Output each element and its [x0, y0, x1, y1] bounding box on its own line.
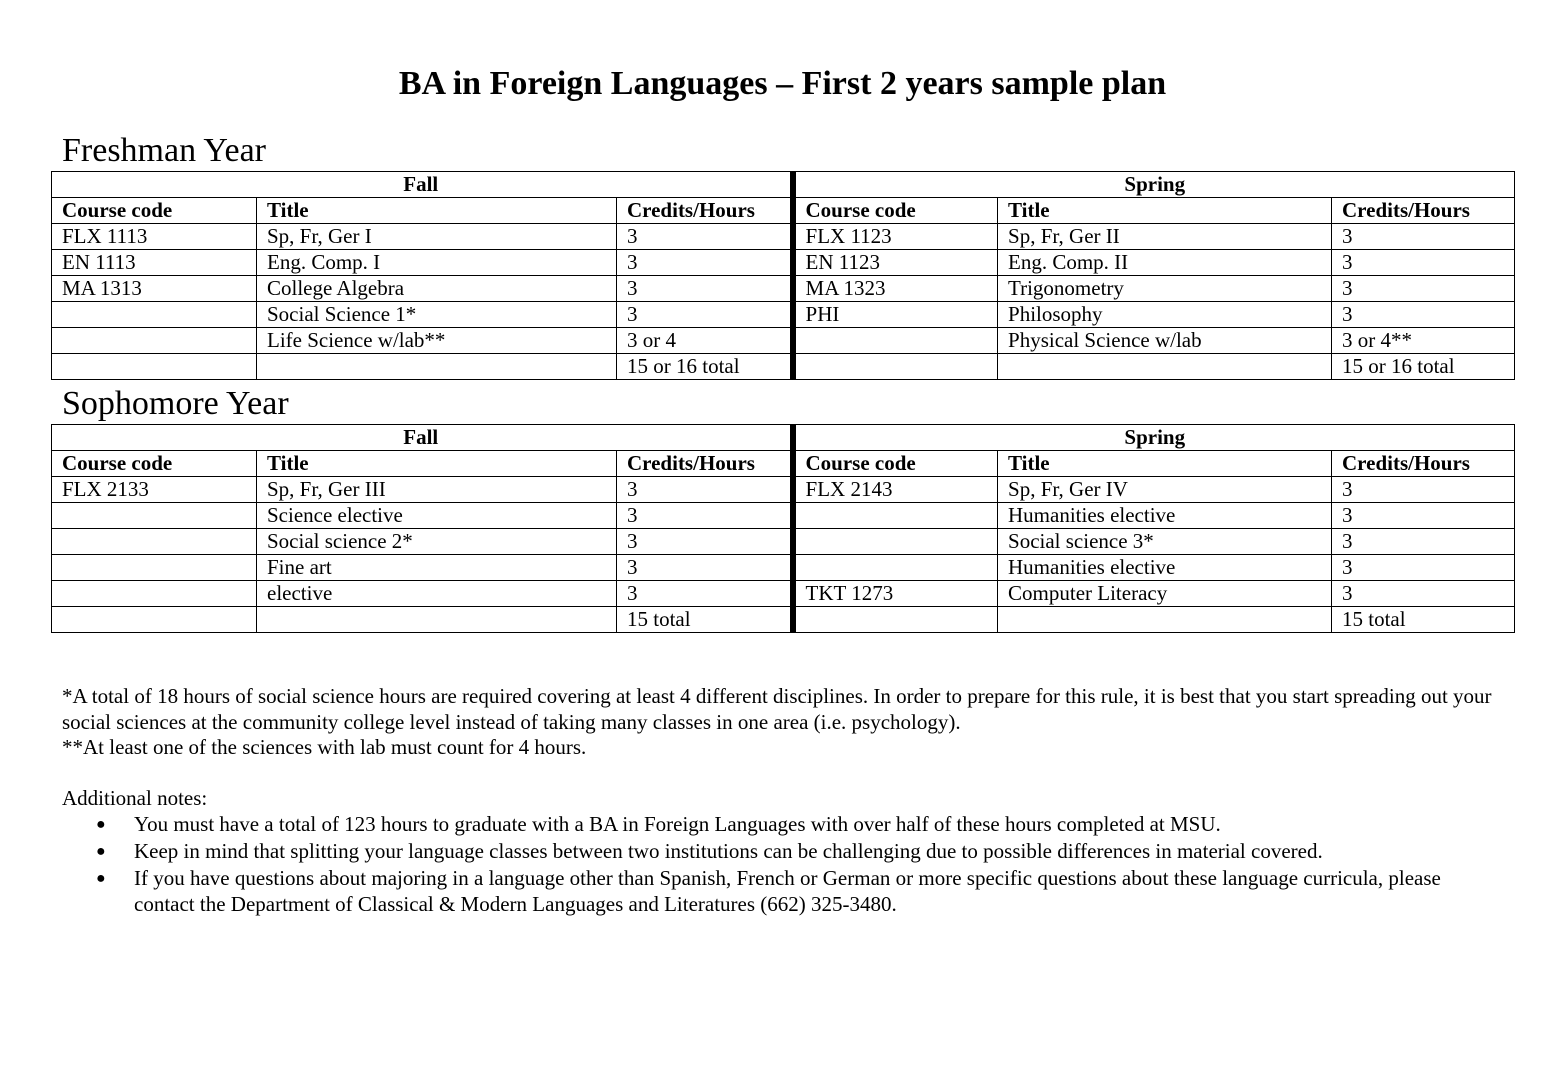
spring-course-code: TKT 1273 [793, 581, 998, 607]
fall-course-title: Sp, Fr, Ger I [257, 224, 617, 250]
spring-course-code [793, 328, 998, 354]
table-row [52, 581, 1515, 607]
spring-course-title [998, 354, 1332, 380]
fall-course-code [52, 503, 257, 529]
fall-course-credits: 3 [617, 503, 793, 529]
spring-course-code: FLX 2143 [793, 477, 998, 503]
fall-course-code: MA 1313 [52, 276, 257, 302]
spring-course-credits: 3 [1332, 477, 1515, 503]
spring-course-code: EN 1123 [793, 250, 998, 276]
fall-course-title: Life Science w/lab** [257, 328, 617, 354]
sophomore-year-heading: Sophomore Year [62, 385, 289, 422]
spring-course-credits: 3 or 4** [1332, 328, 1515, 354]
spring-course-title: Humanities elective [998, 555, 1332, 581]
fall-course-title: elective [257, 581, 617, 607]
fall-semester-header: Fall [52, 172, 793, 198]
fall-course-code [52, 607, 257, 633]
fall-course-credits: 3 [617, 250, 793, 276]
spring-total-credits: 15 total [1332, 607, 1515, 633]
spring-course-title: Physical Science w/lab [998, 328, 1332, 354]
note-text: If you have questions about majoring in a language other than Spanish, French or German or more specific questions about these language curricula, please contact the Department of Classical & Modern Languages and Literatures (662) 325-3480. [134, 866, 1441, 916]
footnote-social-science: *A total of 18 hours of social science hours are required covering at least 4 different disciplines. In order to prepare for this rule, it is best that you start spreading out your social sciences at the community college level instead of taking many classes in one area (i.e. psychology). [62, 684, 1492, 734]
fall-course-credits: 3 [617, 276, 793, 302]
fall-course-credits: 3 or 4 [617, 328, 793, 354]
page-title: BA in Foreign Languages – First 2 years sample plan [398, 65, 1167, 102]
fall-course-code [52, 529, 257, 555]
title-header: Title [257, 451, 617, 477]
table-row [52, 503, 1515, 529]
total-row [52, 607, 1515, 633]
spring-course-credits: 3 [1332, 302, 1515, 328]
spring-total-credits: 15 or 16 total [1332, 354, 1515, 380]
spring-course-credits: 3 [1332, 276, 1515, 302]
fall-semester-header: Fall [52, 425, 793, 451]
column-header-row [52, 198, 1515, 224]
fall-course-code [52, 302, 257, 328]
fall-course-title: Fine art [257, 555, 617, 581]
fall-course-code [52, 581, 257, 607]
fall-course-title: College Algebra [257, 276, 617, 302]
spring-course-title: Humanities elective [998, 503, 1332, 529]
table-row [52, 477, 1515, 503]
fall-total-credits: 15 or 16 total [617, 354, 793, 380]
fall-course-code: FLX 1113 [52, 224, 257, 250]
credits-header: Credits/Hours [617, 198, 793, 224]
bullet-icon: ● [96, 870, 106, 887]
sophomore-plan-table [51, 424, 1515, 633]
fall-course-code: FLX 2133 [52, 477, 257, 503]
semester-header-row [52, 425, 1515, 451]
list-item [62, 839, 1462, 865]
spring-course-title: Eng. Comp. II [998, 250, 1332, 276]
spring-course-code [793, 503, 998, 529]
spring-course-credits: 3 [1332, 529, 1515, 555]
spring-course-title [998, 607, 1332, 633]
spring-semester-header: Spring [793, 172, 1515, 198]
spring-course-code: FLX 1123 [793, 224, 998, 250]
freshman-year-heading: Freshman Year [62, 132, 266, 169]
course-code-header: Course code [52, 451, 257, 477]
table-row [52, 555, 1515, 581]
spring-course-credits: 3 [1332, 250, 1515, 276]
semester-header-row [52, 172, 1515, 198]
fall-course-credits: 3 [617, 224, 793, 250]
spring-course-code [793, 607, 998, 633]
title-header: Title [257, 198, 617, 224]
spring-course-title: Sp, Fr, Ger II [998, 224, 1332, 250]
course-code-header: Course code [793, 451, 998, 477]
spring-course-code: MA 1323 [793, 276, 998, 302]
spring-course-code [793, 354, 998, 380]
spring-course-credits: 3 [1332, 224, 1515, 250]
list-item [62, 866, 1462, 917]
spring-course-title: Computer Literacy [998, 581, 1332, 607]
spring-course-title: Sp, Fr, Ger IV [998, 477, 1332, 503]
spring-course-title: Trigonometry [998, 276, 1332, 302]
column-header-row [52, 451, 1515, 477]
spring-course-credits: 3 [1332, 503, 1515, 529]
credits-header: Credits/Hours [1332, 198, 1515, 224]
fall-course-code [52, 555, 257, 581]
list-item [62, 812, 1462, 838]
spring-course-title: Philosophy [998, 302, 1332, 328]
spring-course-credits: 3 [1332, 581, 1515, 607]
spring-course-code [793, 555, 998, 581]
table-row [52, 328, 1515, 354]
note-text: Keep in mind that splitting your language classes between two institutions can be challenging due to possible differences in material covered. [134, 839, 1323, 863]
title-header: Title [998, 451, 1332, 477]
bullet-icon: ● [96, 816, 106, 833]
fall-course-code [52, 354, 257, 380]
fall-total-credits: 15 total [617, 607, 793, 633]
fall-course-title: Social Science 1* [257, 302, 617, 328]
fall-course-credits: 3 [617, 529, 793, 555]
spring-course-code: PHI [793, 302, 998, 328]
spring-course-title: Social science 3* [998, 529, 1332, 555]
fall-course-title [257, 354, 617, 380]
table-row [52, 529, 1515, 555]
title-header: Title [998, 198, 1332, 224]
table-row [52, 250, 1515, 276]
fall-course-credits: 3 [617, 555, 793, 581]
additional-notes-label: Additional notes: [62, 786, 208, 810]
spring-course-code [793, 529, 998, 555]
fall-course-title: Science elective [257, 503, 617, 529]
additional-notes-list [62, 812, 1462, 919]
fall-course-credits: 3 [617, 581, 793, 607]
spring-course-credits: 3 [1332, 555, 1515, 581]
fall-course-code: EN 1113 [52, 250, 257, 276]
note-text: You must have a total of 123 hours to graduate with a BA in Foreign Languages with over half of these hours completed at MSU. [134, 812, 1221, 836]
fall-course-title: Social science 2* [257, 529, 617, 555]
fall-course-title: Eng. Comp. I [257, 250, 617, 276]
course-code-header: Course code [793, 198, 998, 224]
table-row [52, 276, 1515, 302]
spring-semester-header: Spring [793, 425, 1515, 451]
credits-header: Credits/Hours [1332, 451, 1515, 477]
table-row [52, 224, 1515, 250]
footnote-lab-science: **At least one of the sciences with lab must count for 4 hours. [62, 735, 587, 759]
total-row [52, 354, 1515, 380]
fall-course-title [257, 607, 617, 633]
bullet-icon: ● [96, 843, 106, 860]
freshman-plan-table [51, 171, 1515, 380]
course-code-header: Course code [52, 198, 257, 224]
footnotes [62, 684, 1502, 761]
fall-course-title: Sp, Fr, Ger III [257, 477, 617, 503]
table-row [52, 302, 1515, 328]
fall-course-code [52, 328, 257, 354]
fall-course-credits: 3 [617, 302, 793, 328]
fall-course-credits: 3 [617, 477, 793, 503]
credits-header: Credits/Hours [617, 451, 793, 477]
